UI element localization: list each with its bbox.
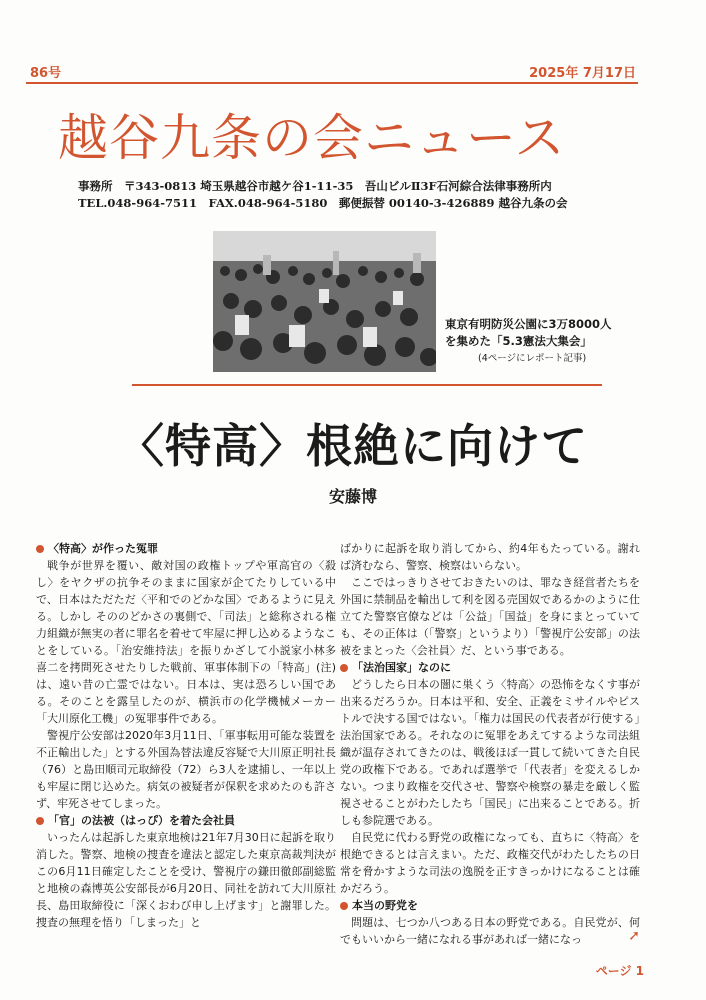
photo-caption-line1: 東京有明防災公園に3万8000人 bbox=[445, 317, 612, 331]
paragraph: いったんは起訴した東京地検は21年7月30日に起訴を取り消した。警察、地検の捜査を違法と認定した東京高裁判決がこの6月11日確定したことを受け、警視庁の鎌田徹郎副総監と地検の森博英公安部長が6月20日、同社を訪れて大川原社長、島田取締役に「深くおわび申し上げます」と謝罪した。捜査の無理を悟り「しまった」と bbox=[36, 831, 336, 929]
bullet-icon bbox=[340, 664, 348, 672]
article-author: 安藤博 bbox=[328, 487, 377, 506]
paragraph: 戦争が世界を覆い、敵対国の政権トップや軍高官の〈殺し〉をヤクザの抗争そのままに国家が企てたりしている中で、日本はただただ〈平和でのどかな国〉であるように見える。しかし そののどかさの裏側で、「司法」と総称される権力組織が無実の者に罪名を着せて牢屋に押し込めるようなことをしている。「治安維持法」を振りかざして小説家小林多喜二を拷問死させたりした戦前、軍事体制下の「特高」(注)は、遠い昔の亡霊ではない。日本は、実は恐ろしい国である。そのことを露呈したのが、横浜市の化学機械メーカー「大川原化工機」の冤罪事件である。 bbox=[36, 559, 336, 725]
section-heading bbox=[36, 540, 336, 557]
continue-arrow-icon: ➚ bbox=[628, 928, 640, 944]
office-address-line: 事務所 〒343-0813 埼玉県越谷市越ケ谷1-11-35 吾山ビルⅡ3F石河綜合法律事務所内 bbox=[78, 179, 552, 193]
paragraph: ここではっきりさせておきたいのは、罪なき経営者たちを外国に禁制品を輸出して利を図る売国奴であるかのように仕立てた警察官僚などは「公益」「国益」を身にまとっていても、その正体は（「警察」というより）「警視庁公安部」の法被をまとった〈会社員〉だ、という事である。 bbox=[340, 576, 640, 657]
photo-caption-line2: を集めた「5.3憲法大集会」 bbox=[445, 334, 592, 348]
section-heading-text: 〈特高〉が作った冤罪 bbox=[48, 542, 158, 555]
section-rule bbox=[132, 384, 602, 386]
section-heading bbox=[36, 812, 336, 829]
bullet-icon bbox=[36, 817, 44, 825]
rally-photo bbox=[213, 231, 436, 372]
section-heading bbox=[340, 659, 640, 676]
section-heading-text: 本当の野党を bbox=[352, 899, 418, 912]
issue-date: 2025年 7月17日 bbox=[529, 66, 636, 81]
photo-caption bbox=[445, 316, 612, 350]
paragraph: 警視庁公安部は2020年3月11日、「軍事転用可能な装置を不正輸出した」とする外国為替法違反容疑で大川原正明社長（76）と島田順司元取締役（72）ら3人を逮捕し、一年以上も牢屋に閉じ込めた。病気の被疑者が保釈を求めたのも許さず、牢死させてしまった。 bbox=[36, 729, 336, 810]
article-headline: 〈特高〉根絶に向けて bbox=[118, 419, 588, 473]
page-number: ページ 1 bbox=[595, 964, 644, 978]
photo-caption-reference: (4ページにレポート記事) bbox=[478, 353, 587, 364]
paragraph: 問題は、七つか八つある日本の野党である。自民党が、何でもいいから一緒になれる事があれば一緒になっ bbox=[340, 916, 640, 946]
bullet-icon bbox=[36, 545, 44, 553]
paragraph: どうしたら日本の闇に巣くう〈特高〉の恐怖をなくす事が出来るだろうか。日本は平和、安全、正義をミサイルやピストルで決する国ではない。「権力は国民の代表者が行使する」法治国家である。それなのに冤罪をあえてするような司法組織が温存されてきたのは、戦後ほぼ一貫して続いてきた自民党の政権下である。であれば選挙で「代表者」を変えるしかない。つまり政権を交代させ、警察や検察の暴走を厳しく監視させることがわたしたち「国民」に出来ることである。折しも参院選である。 bbox=[340, 678, 640, 827]
issue-number: 86号 bbox=[30, 66, 62, 81]
section-heading-text: 「法治国家」なのに bbox=[352, 661, 451, 674]
header-rule bbox=[26, 82, 638, 84]
left-column bbox=[36, 540, 336, 931]
section-heading-text: 「官」の法被（はっぴ）を着た会社員 bbox=[48, 814, 235, 827]
paragraph: ばかりに起訴を取り消してから、約4年もたっている。謝れば済むなら、警察、検察はいらない。 bbox=[340, 542, 640, 572]
section-heading bbox=[340, 897, 640, 914]
office-info bbox=[78, 178, 567, 212]
paragraph: 自民党に代わる野党の政権になっても、直ちに〈特高〉を根絶できるとは言えまい。ただ、政権交代がわたしたちの日常を脅かすような司法の逸脱を正すきっかけになることは確かだろう。 bbox=[340, 831, 640, 895]
crowd-photo-image bbox=[213, 231, 436, 372]
masthead-title: 越谷九条の会ニュース bbox=[58, 109, 566, 167]
office-contact-line: TEL.048-964-7511 FAX.048-964-5180 郵便振替 00140-3-426889 越谷九条の会 bbox=[78, 196, 568, 210]
bullet-icon bbox=[340, 902, 348, 910]
right-column bbox=[340, 540, 640, 948]
